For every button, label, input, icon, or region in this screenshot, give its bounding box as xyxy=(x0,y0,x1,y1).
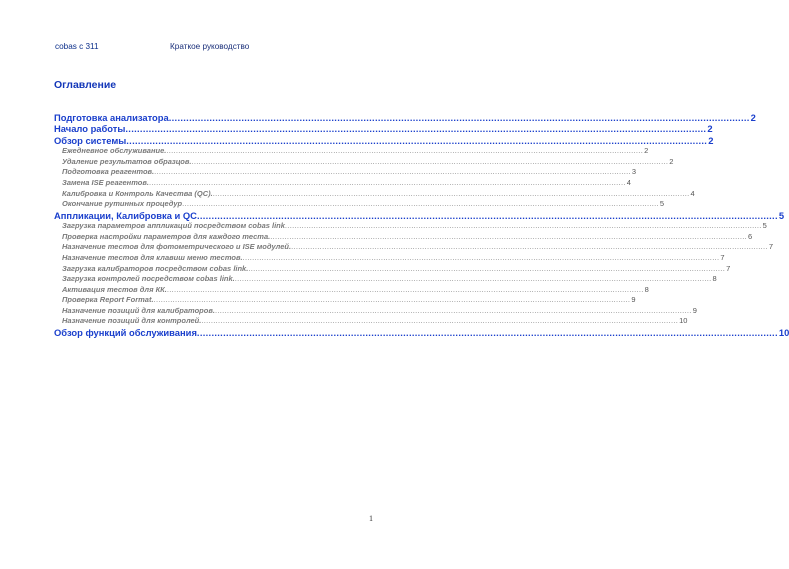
toc-leader-dots: ........................................................................................................................................................................................................ xyxy=(126,134,708,146)
toc-entry-page: 5 xyxy=(762,221,767,231)
toc-subsection-link[interactable] xyxy=(54,316,688,327)
toc-leader-dots: ........................................................................................................................................................................................................ xyxy=(212,188,690,198)
toc-leader-dots: ........................................................................................................................................................................................................ xyxy=(182,199,659,209)
toc-entry-page: 2 xyxy=(669,156,674,166)
toc-heading: Оглавление xyxy=(54,79,117,91)
toc-entry-page: 4 xyxy=(690,188,695,198)
toc-leader-dots: ........................................................................................................................................................................................................ xyxy=(153,295,631,305)
toc-entry-page: 9 xyxy=(631,295,636,305)
toc-section-link[interactable] xyxy=(54,209,785,221)
toc-entry-label: Проверка настройки параметров для каждого теста. xyxy=(62,231,271,241)
toc-entry-page: 2 xyxy=(750,112,756,123)
toc-subsection-link[interactable] xyxy=(54,263,731,275)
product-name: cobas c 311 xyxy=(55,42,99,51)
toc-subsection-link[interactable] xyxy=(54,156,674,168)
toc-entry-label: Окончание рутинных процедур xyxy=(62,199,183,209)
toc-section-link[interactable] xyxy=(54,123,713,135)
toc-leader-dots: ........................................................................................................................................................................................................ xyxy=(168,112,750,123)
toc-entry-label: Обзор системы xyxy=(54,134,127,146)
toc-entry-label: Подготовка анализатора xyxy=(54,112,169,123)
toc-entry-label: Обзор функций обслуживания xyxy=(54,327,197,339)
toc-leader-dots: ........................................................................................................................................................................................................ xyxy=(191,156,669,166)
toc-entry-label: Назначение тестов для фотометрического и ISE модулей. xyxy=(62,242,292,252)
toc-entry-label: Назначение тестов для клавиш меню тестов. xyxy=(62,252,243,262)
toc-subsection-link[interactable] xyxy=(54,274,717,285)
table-of-contents xyxy=(54,112,789,339)
toc-entry-label: Загрузка параметров аппликаций посредством cobas link xyxy=(62,221,285,231)
toc-section-link[interactable] xyxy=(54,134,714,146)
page-header xyxy=(55,42,375,56)
toc-entry-page: 6 xyxy=(748,231,753,241)
toc-entry-page: 5 xyxy=(778,209,785,221)
toc-leader-dots: ........................................................................................................................................................................................................ xyxy=(234,274,712,284)
toc-subsection-link[interactable] xyxy=(54,167,637,178)
toc-leader-dots: ........................................................................................................................................................................................................ xyxy=(125,123,707,135)
toc-subsection-link[interactable] xyxy=(54,242,773,253)
toc-entry-page: 7 xyxy=(720,252,725,262)
toc-leader-dots: ........................................................................................................................................................................................................ xyxy=(270,231,747,241)
toc-leader-dots: ........................................................................................................................................................................................................ xyxy=(214,305,692,315)
toc-entry-page: 2 xyxy=(708,134,714,146)
toc-entry-page: 2 xyxy=(644,146,649,156)
toc-entry-page: 7 xyxy=(768,242,773,252)
toc-leader-dots: ........................................................................................................................................................................................................ xyxy=(196,327,778,339)
toc-subsection-link[interactable] xyxy=(54,199,665,210)
guide-title: Краткое руководство xyxy=(170,42,250,51)
toc-subsection-link[interactable] xyxy=(54,177,631,189)
toc-leader-dots: ........................................................................................................................................................................................................ xyxy=(284,221,762,231)
toc-leader-dots: ........................................................................................................................................................................................................ xyxy=(201,316,679,326)
toc-entry-page: 7 xyxy=(726,263,731,273)
toc-entry-page: 8 xyxy=(644,284,649,294)
toc-entry-page: 10 xyxy=(778,327,789,339)
toc-entry-page: 9 xyxy=(692,305,697,315)
toc-entry-page: 2 xyxy=(707,123,713,135)
toc-subsection-link[interactable] xyxy=(54,305,697,317)
toc-section-link[interactable] xyxy=(54,112,756,123)
toc-leader-dots: ........................................................................................................................................................................................................ xyxy=(154,167,631,177)
toc-entry-page: 8 xyxy=(712,274,717,284)
toc-entry-label: Удаление результатов образцов. xyxy=(62,156,192,166)
toc-entry-label: Подготовка реагентов. xyxy=(62,167,155,177)
toc-leader-dots: ........................................................................................................................................................................................................ xyxy=(291,242,768,252)
toc-subsection-link[interactable] xyxy=(54,284,649,296)
page-number: 1 xyxy=(369,514,373,523)
toc-leader-dots: ........................................................................................................................................................................................................ xyxy=(166,146,644,156)
toc-entry-label: Активация тестов для КК. xyxy=(62,284,167,294)
toc-entry-label: Калибровка и Контроль Качества (QC). xyxy=(62,188,213,198)
toc-subsection-link[interactable] xyxy=(54,188,695,200)
toc-entry-label: Загрузка контролей посредством cobas link. xyxy=(62,274,235,284)
toc-subsection-link[interactable] xyxy=(54,295,636,306)
toc-leader-dots: ........................................................................................................................................................................................................ xyxy=(242,252,720,262)
toc-entry-page: 3 xyxy=(631,167,637,177)
toc-entry-label: Ежедневное обслуживание. xyxy=(62,146,167,156)
toc-entry-label: Назначение позиций для контролей. xyxy=(62,316,202,326)
toc-subsection-link[interactable] xyxy=(54,231,753,243)
toc-entry-label: Назначение позиций для калибраторов. xyxy=(62,305,215,315)
toc-leader-dots: ........................................................................................................................................................................................................ xyxy=(166,284,644,294)
toc-subsection-link[interactable] xyxy=(54,252,725,264)
toc-subsection-link[interactable] xyxy=(54,146,649,157)
toc-entry-label: Загрузка калибраторов посредством cobas link. xyxy=(62,263,249,273)
toc-leader-dots: ........................................................................................................................................................................................................ xyxy=(248,263,726,273)
toc-entry-page: 5 xyxy=(659,199,665,209)
toc-entry-label: Начало работы xyxy=(54,123,126,135)
toc-entry-label: Проверка Report Format. xyxy=(62,295,154,305)
toc-leader-dots: ........................................................................................................................................................................................................ xyxy=(196,209,778,221)
toc-entry-page: 4 xyxy=(626,177,631,187)
toc-section-link[interactable] xyxy=(54,327,789,339)
toc-entry-label: Аппликации, Калибровка и QC xyxy=(54,209,197,221)
toc-entry-label: Замена ISE реагентов. xyxy=(62,177,149,187)
toc-entry-page: 10 xyxy=(679,316,688,326)
toc-leader-dots: ........................................................................................................................................................................................................ xyxy=(148,177,626,187)
toc-subsection-link[interactable] xyxy=(54,221,767,232)
